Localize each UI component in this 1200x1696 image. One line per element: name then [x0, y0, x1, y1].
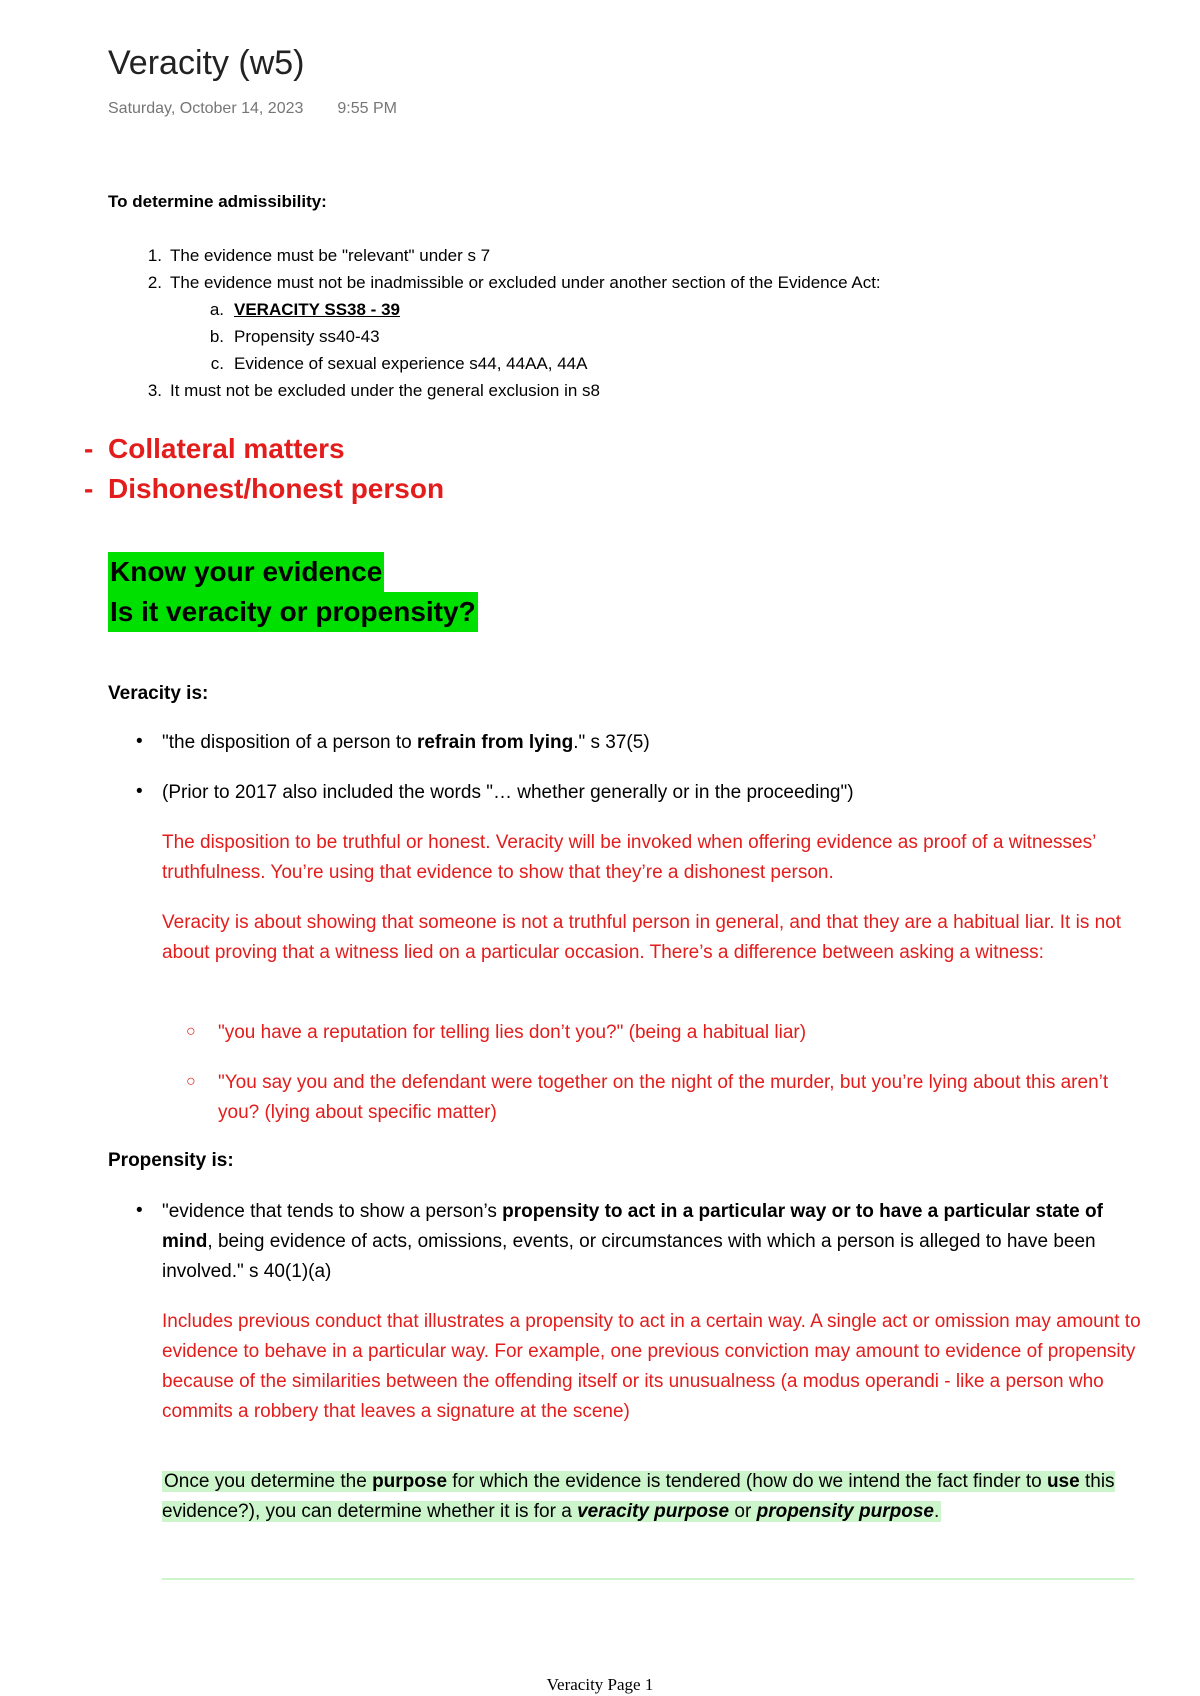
- highlighted-heading: [108, 552, 478, 632]
- admissibility-heading: To determine admissibility:: [108, 192, 327, 211]
- page-time: 9:55 PM: [337, 100, 397, 117]
- veracity-history: (Prior to 2017 also included the words "… whether generally or in the proceeding"): [162, 782, 854, 803]
- veracity-definition: "the disposition of a person to refrain from lying." s 37(5): [162, 732, 650, 753]
- list-item: c. Evidence of sexual experience s44, 44AA, 44A: [210, 354, 588, 373]
- veracity-example-2: "You say you and the defendant were together on the night of the murder, but you’re lying about this aren’t you? (lying about specific matter): [218, 1072, 1109, 1123]
- bullet-icon: •: [136, 1200, 143, 1221]
- red-point-collateral: - Collateral matters: [84, 433, 345, 464]
- list-item: 3. It must not be excluded under the general exclusion in s8: [147, 381, 600, 400]
- red-point-dishonest: - Dishonest/honest person: [84, 473, 445, 504]
- propensity-label: Propensity is:: [108, 1150, 234, 1171]
- veracity-example-1: "you have a reputation for telling lies don’t you?" (being a habitual liar): [218, 1022, 807, 1043]
- veracity-label: Veracity is:: [108, 683, 209, 704]
- circle-bullet-icon: ○: [186, 1023, 196, 1040]
- list-item: 2. The evidence must not be inadmissible or excluded under another section of the Evidence Act:: [147, 273, 881, 292]
- conclusion-paragraph: Once you determine the purpose for which the evidence is tendered (how do we intend the fact finder to use this evidence?), you can determine whether it is for a veracity purpose or propensity purpose.: [162, 1471, 1115, 1522]
- admissibility-list: [128, 246, 881, 408]
- page-date: Saturday, October 14, 2023: [108, 100, 304, 117]
- list-item: b. Propensity ss40-43: [209, 327, 380, 346]
- propensity-explanation: Includes previous conduct that illustrates a propensity to act in a certain way. A single act or omission may amount to evidence to behave in a particular way. For example, one previous conviction may amount to evidence of propensity because of the similarities between the offending itself or its unusualness (a modus operandi - like a person who commits a robbery that leaves a signature at the scene): [162, 1311, 1141, 1422]
- bullet-icon: •: [136, 731, 143, 752]
- list-item: 1. The evidence must be "relevant" under s 7: [147, 246, 491, 265]
- veracity-habitual: Veracity is about showing that someone is not a truthful person in general, and that they are a habitual liar. It is not about proving that a witness lied on a particular occasion. There’s a difference between asking a witness:: [162, 912, 1122, 963]
- highlight-line: Know your evidence: [108, 552, 384, 592]
- veracity-explanation: The disposition to be truthful or honest. Veracity will be invoked when offering evidence as proof of a witnesses’ truthfulness. You’re using that evidence to show that they’re a dishonest person.: [162, 832, 1096, 883]
- divider: [162, 1578, 1134, 1580]
- highlight-line: Is it veracity or propensity?: [108, 592, 478, 632]
- page-timestamp: [108, 100, 397, 118]
- page-footer: Veracity Page 1: [546, 1675, 654, 1694]
- circle-bullet-icon: ○: [186, 1073, 196, 1090]
- list-item: a. VERACITY SS38 - 39: [209, 300, 400, 319]
- propensity-definition: "evidence that tends to show a person’s propensity to act in a particular way or to have a particular state of mind, being evidence of acts, omissions, events, or circumstances with which a person is alleged to have been involved." s 40(1)(a): [162, 1201, 1103, 1282]
- page-title: Veracity (w5): [108, 44, 305, 82]
- bullet-icon: •: [136, 781, 143, 802]
